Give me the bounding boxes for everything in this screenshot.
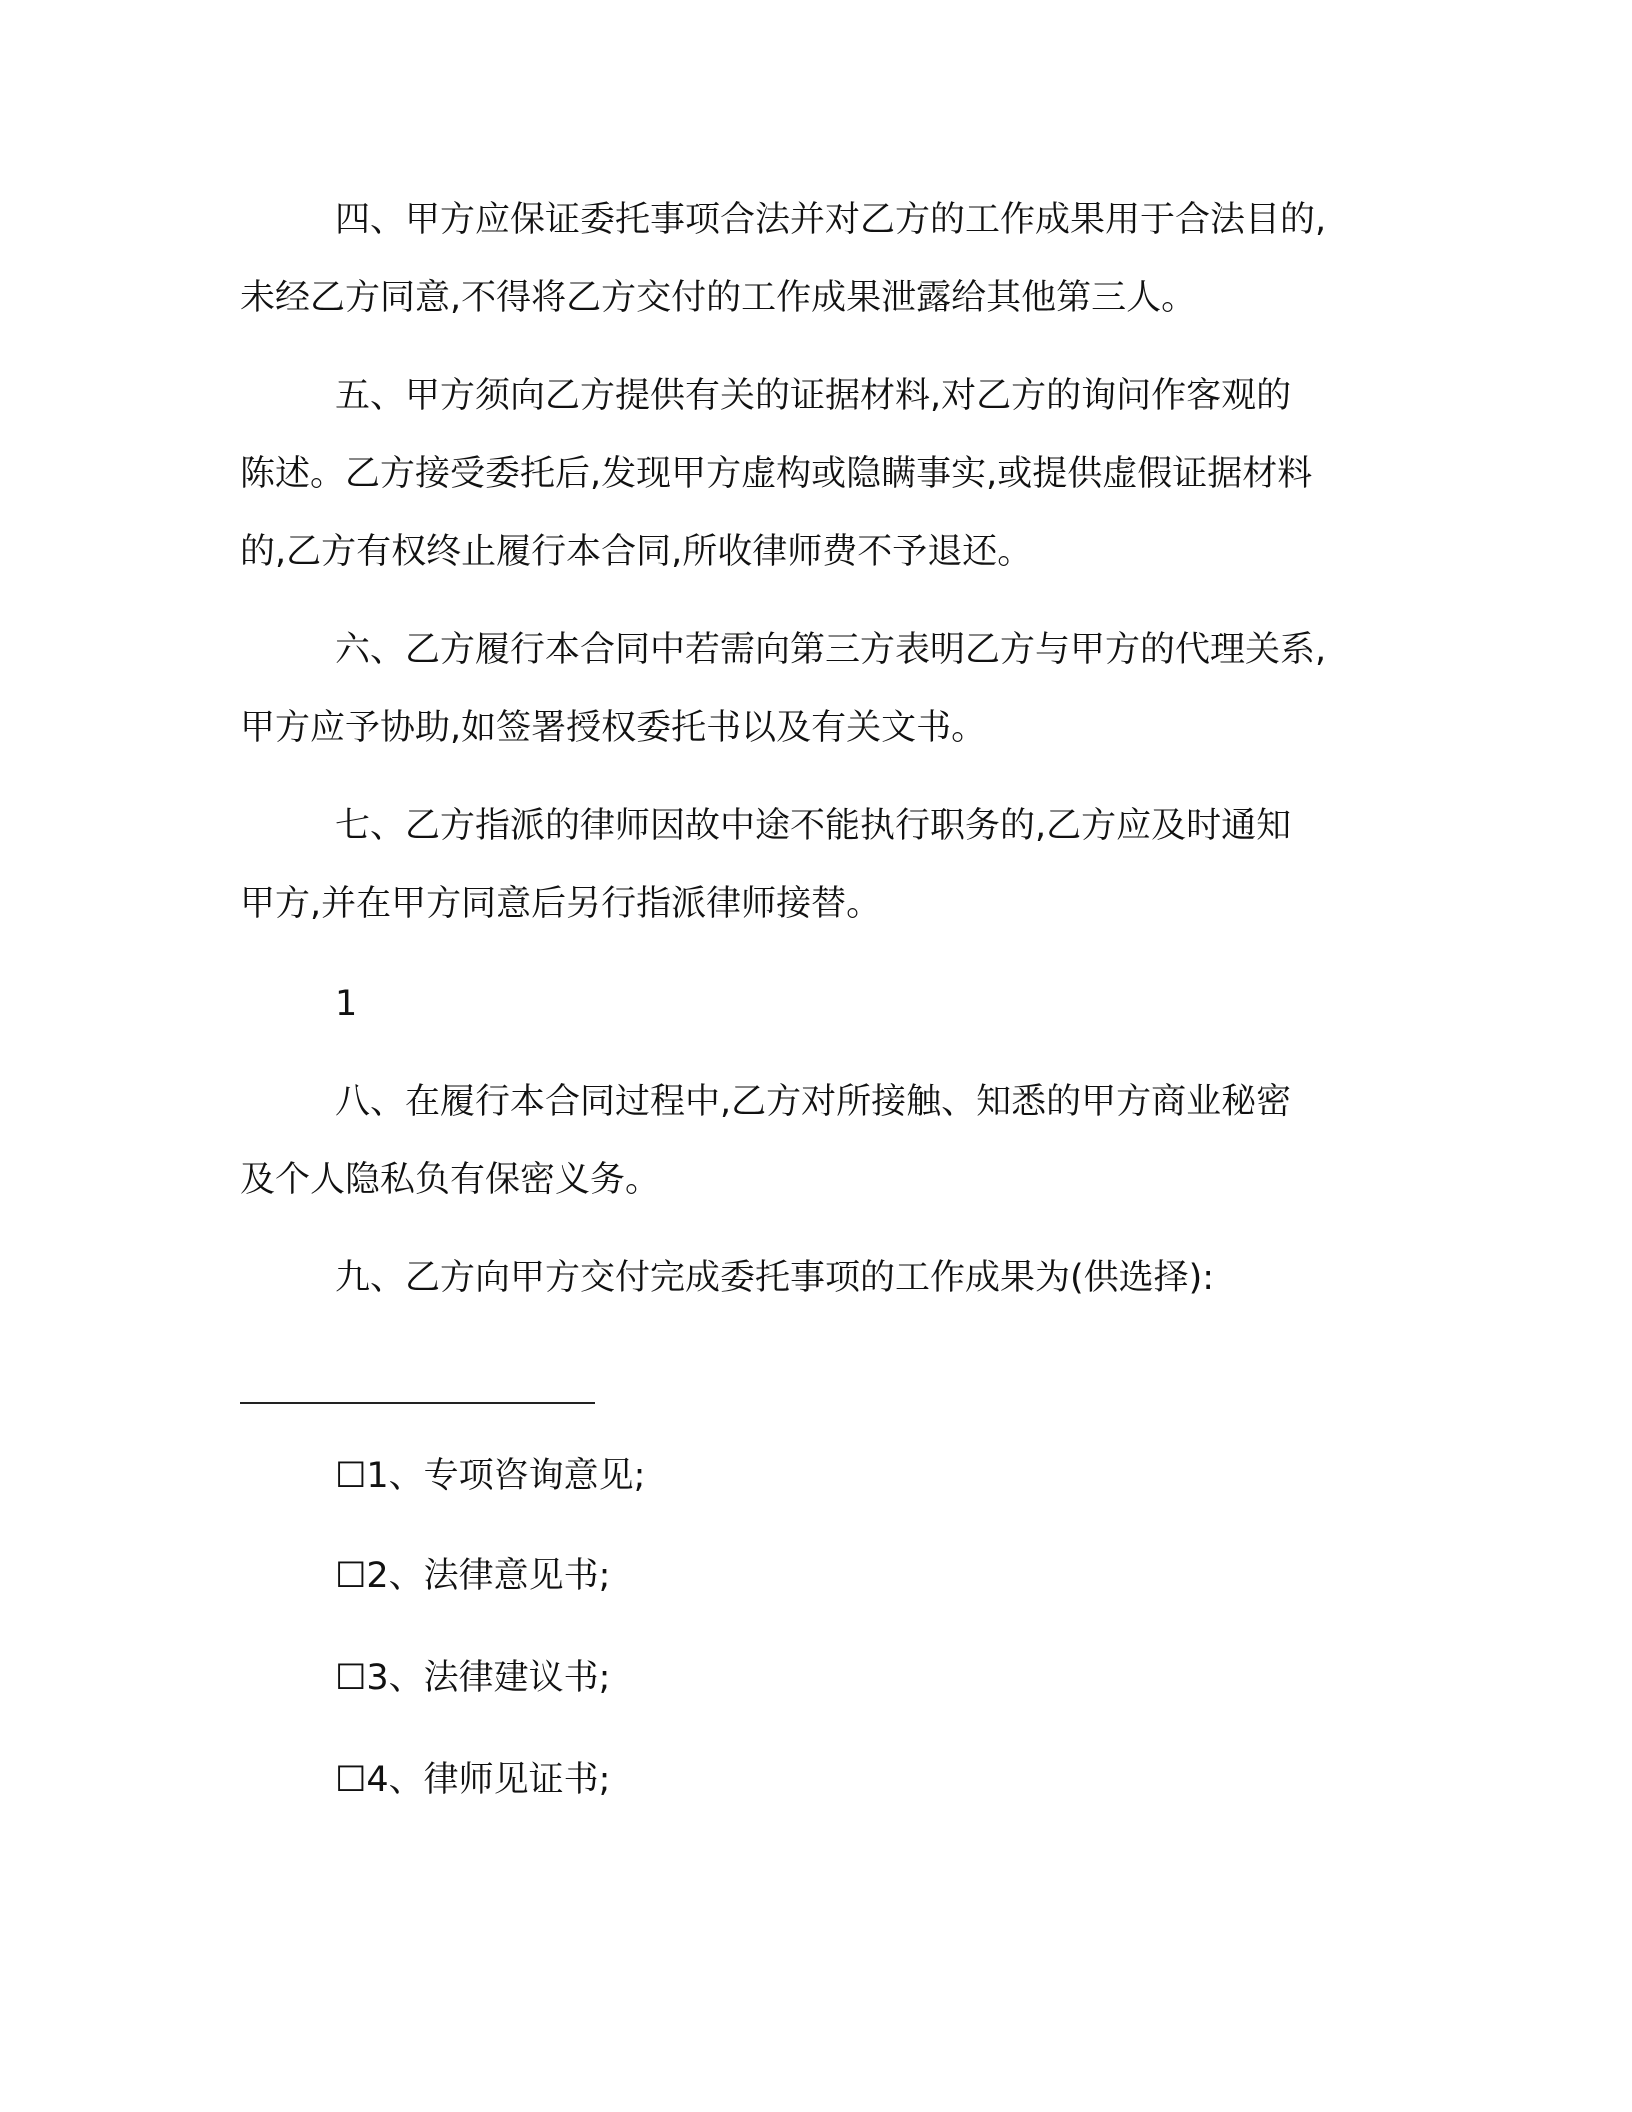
option-1: ☐1、专项咨询意见;	[335, 1456, 646, 1496]
page-number: 1	[335, 984, 358, 1024]
blank-fill-line	[240, 1402, 595, 1404]
paragraph-9-line-1: 九、乙方向甲方交付完成委托事项的工作成果为(供选择):	[335, 1258, 1215, 1298]
paragraph-5-line-2: 陈述。乙方接受委托后,发现甲方虚构或隐瞒事实,或提供虚假证据材料	[240, 454, 1313, 494]
option-4: ☐4、律师见证书;	[335, 1760, 611, 1800]
paragraph-7-line-2: 甲方,并在甲方同意后另行指派律师接替。	[240, 884, 882, 924]
paragraph-6-line-1: 六、乙方履行本合同中若需向第三方表明乙方与甲方的代理关系,	[335, 630, 1327, 670]
paragraph-8-line-2: 及个人隐私负有保密义务。	[240, 1160, 661, 1200]
paragraph-8-line-1: 八、在履行本合同过程中,乙方对所接触、知悉的甲方商业秘密	[335, 1082, 1292, 1122]
paragraph-5-line-1: 五、甲方须向乙方提供有关的证据材料,对乙方的询问作客观的	[335, 376, 1292, 416]
paragraph-4-line-1: 四、甲方应保证委托事项合法并对乙方的工作成果用于合法目的,	[335, 200, 1327, 240]
paragraph-6-line-2: 甲方应予协助,如签署授权委托书以及有关文书。	[240, 708, 987, 748]
option-3: ☐3、法律建议书;	[335, 1658, 611, 1698]
paragraph-7-line-1: 七、乙方指派的律师因故中途不能执行职务的,乙方应及时通知	[335, 806, 1292, 846]
paragraph-4-line-2: 未经乙方同意,不得将乙方交付的工作成果泄露给其他第三人。	[240, 278, 1197, 318]
paragraph-5-line-3: 的,乙方有权终止履行本合同,所收律师费不予退还。	[240, 532, 1033, 572]
option-2: ☐2、法律意见书;	[335, 1556, 611, 1596]
